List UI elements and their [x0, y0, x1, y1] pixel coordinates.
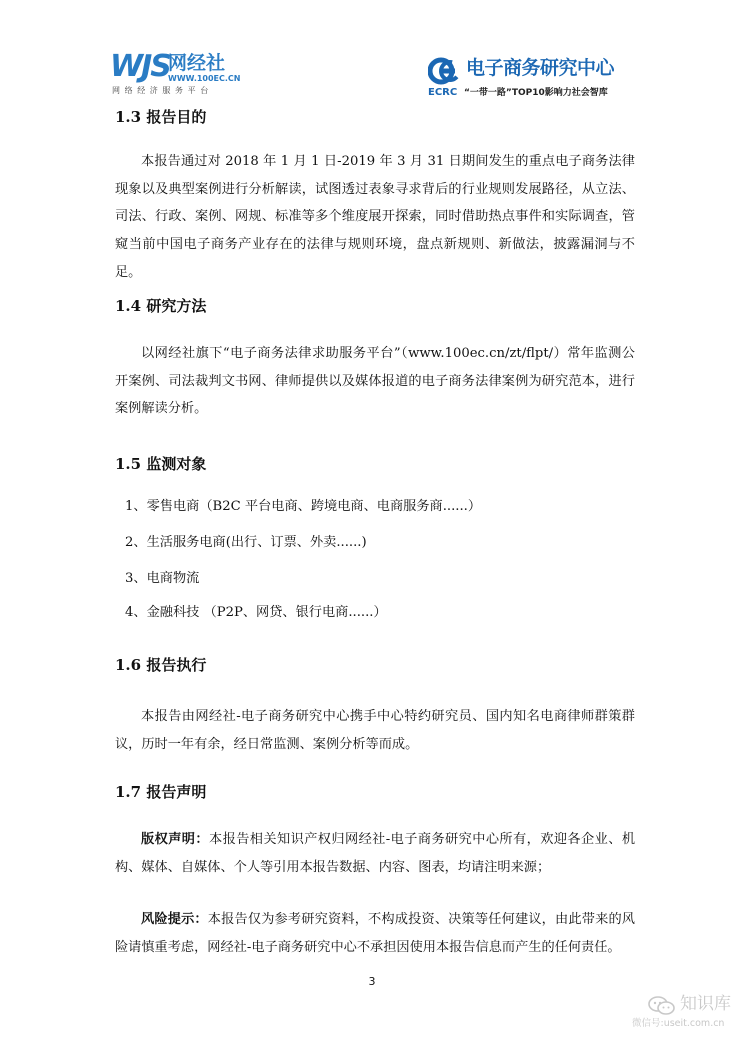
risk-text: 本报告仅为参考研究资料，不构成投资、决策等任何建议，由此带来的风险请慎重考虑，网经社-电子商务研究中心不承担因使用本报告信息而产生的任何责任。: [115, 912, 635, 955]
wjs-logo: [110, 49, 245, 100]
watermark-id: 微信号:useit.com.cn: [632, 1018, 725, 1029]
section-heading-1-4: 1.4 研究方法: [115, 297, 207, 315]
section-heading-1-3: 1.3 报告目的: [115, 108, 207, 126]
copyright-statement: [115, 826, 635, 881]
ec-logo-icon: [428, 56, 462, 86]
page-number: 3: [368, 975, 376, 988]
section-body-1-3: 本报告通过对 2018 年 1 月 1 日-2019 年 3 月 31 日期间发生的重点电子商务法律现象以及典型案例进行分析解读，试图透过表象寻求背后的行业规则发展路径，从立法、司法、行政、案例、网规、标准等多个维度展开探索，同时借助热点事件和实际调查，管窥当前中国电子商务产业存在的法律与规则环境，盘点新规则、新做法，披露漏洞与不足。: [115, 154, 635, 280]
wjs-logo-mark: WJS: [110, 49, 170, 84]
wjs-logo-url: WWW.100EC.CN: [168, 74, 241, 83]
page-header: [0, 0, 744, 110]
copyright-label: 版权声明：: [141, 832, 209, 847]
section-heading-1-6: 1.6 报告执行: [115, 656, 207, 674]
wjs-logo-name: 网经社: [168, 52, 226, 74]
wechat-icon: [648, 996, 676, 1016]
list-item: 3、电商物流: [125, 571, 200, 586]
section-heading-1-5: 1.5 监测对象: [115, 455, 207, 473]
risk-label: 风险提示：: [141, 912, 208, 927]
list-item: 2、生活服务电商(出行、订票、外卖......): [125, 535, 367, 550]
risk-statement: [115, 906, 635, 961]
ecrc-logo: [428, 56, 643, 100]
wechat-watermark: [626, 992, 738, 1040]
watermark-name: 知识库: [680, 994, 731, 1014]
ecrc-logo-abbr: ECRC: [428, 87, 458, 98]
section-body-1-4: 以网经社旗下“电子商务法律求助服务平台”（www.100ec.cn/zt/flpt/）常年监测公开案例、司法裁判文书网、律师提供以及媒体报道的电子商务法律案例为研究范本，进行案例解读分析。: [115, 346, 635, 417]
ecrc-logo-tagline: “一带一路”TOP10影响力社会智库: [464, 88, 608, 98]
copyright-text: 本报告相关知识产权归网经社-电子商务研究中心所有，欢迎各企业、机构、媒体、自媒体、个人等引用本报告数据、内容、图表，均请注明来源；: [115, 832, 636, 875]
wjs-logo-slogan: 网络经济服务平台: [112, 86, 213, 95]
ecrc-logo-name: 电子商务研究中心: [466, 57, 615, 79]
list-item: 1、零售电商（B2C 平台电商、跨境电商、电商服务商......）: [125, 499, 482, 514]
section-heading-1-7: 1.7 报告声明: [115, 783, 207, 801]
section-body-1-6: 本报告由网经社-电子商务研究中心携手中心特约研究员、国内知名电商律师群策群议，历时一年有余，经日常监测、案例分析等而成。: [115, 709, 635, 752]
list-item: 4、金融科技 （P2P、网贷、银行电商......）: [125, 605, 387, 620]
